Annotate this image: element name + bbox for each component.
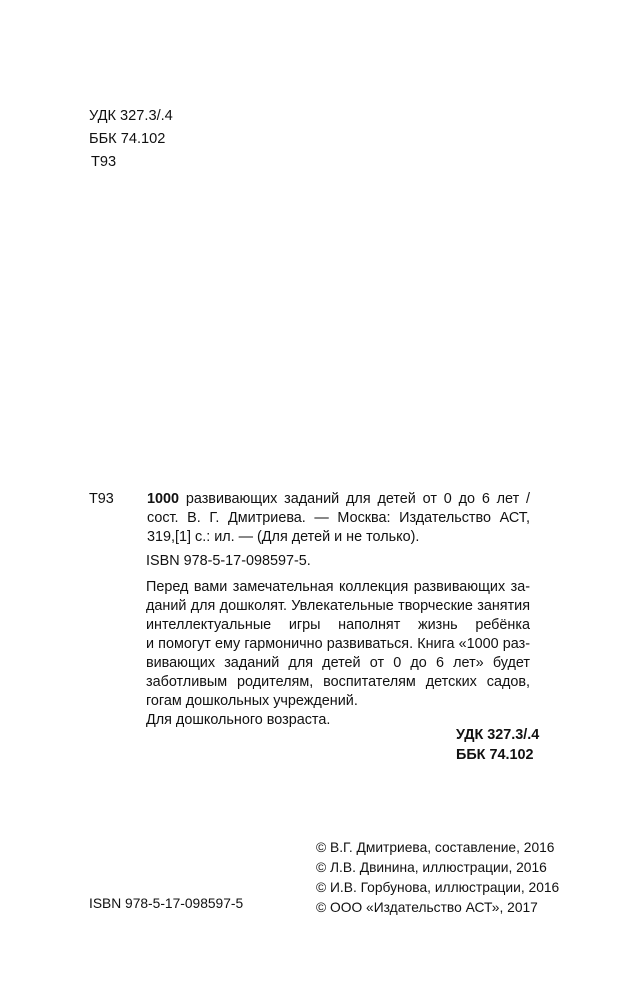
author-mark: Т93 bbox=[89, 491, 114, 507]
isbn-bottom: ISBN 978-5-17-098597-5 bbox=[89, 896, 244, 911]
annotation-line: даний для дошколят. Увлекательные творческие занятия bbox=[146, 598, 530, 614]
bibliographic-description bbox=[147, 490, 530, 547]
bbk-code-top: ББК 74.102 bbox=[89, 131, 166, 147]
copyright-line: © Л.В. Двинина, иллюстрации, 2016 bbox=[316, 860, 547, 875]
udk-code-bottom: УДК 327.3/.4 bbox=[456, 727, 540, 743]
copyright-line: © И.В. Горбунова, иллюстрации, 2016 bbox=[316, 880, 560, 895]
age-note: Для дошкольного возраста. bbox=[146, 712, 331, 728]
annotation-line: заботливым родителям, воспитателям детских садов, bbox=[146, 674, 530, 690]
bib-line-2: сост. В. Г. Дмитриева. — Москва: Издательство АСТ, bbox=[147, 510, 530, 526]
annotation-line: гогам дошкольных учреждений. bbox=[146, 693, 358, 709]
bib-line-1 bbox=[147, 490, 530, 509]
author-mark-top: Т93 bbox=[91, 154, 117, 170]
annotation-line: и помогут ему гармонично развиваться. Книга «1000 раз- bbox=[146, 636, 530, 652]
annotation-line: вивающих заданий для детей от 0 до 6 лет» будет bbox=[146, 655, 530, 671]
copyright-notices bbox=[316, 838, 559, 918]
copyright-line: © В.Г. Дмитриева, составление, 2016 bbox=[316, 840, 555, 855]
bbk-code-bottom: ББК 74.102 bbox=[456, 747, 534, 763]
annotation bbox=[146, 578, 530, 730]
bib-line-3: 319,[1] с.: ил. — (Для детей и не только). bbox=[147, 529, 420, 545]
top-classification-codes bbox=[89, 105, 173, 174]
book-title-rest: развивающих заданий для детей от 0 до 6 лет / bbox=[185, 491, 530, 507]
book-title-number: 1000 bbox=[147, 491, 180, 507]
udk-code-top: УДК 327.3/.4 bbox=[89, 108, 173, 124]
annotation-line: Перед вами замечательная коллекция развивающих за- bbox=[146, 579, 530, 595]
annotation-line: интеллектуальные игры наполнят жизнь ребёнка bbox=[146, 617, 530, 633]
bottom-classification-codes bbox=[456, 725, 539, 765]
isbn-record: ISBN 978-5-17-098597-5. bbox=[146, 553, 311, 569]
copyright-line: © ООО «Издательство АСТ», 2017 bbox=[316, 900, 538, 915]
